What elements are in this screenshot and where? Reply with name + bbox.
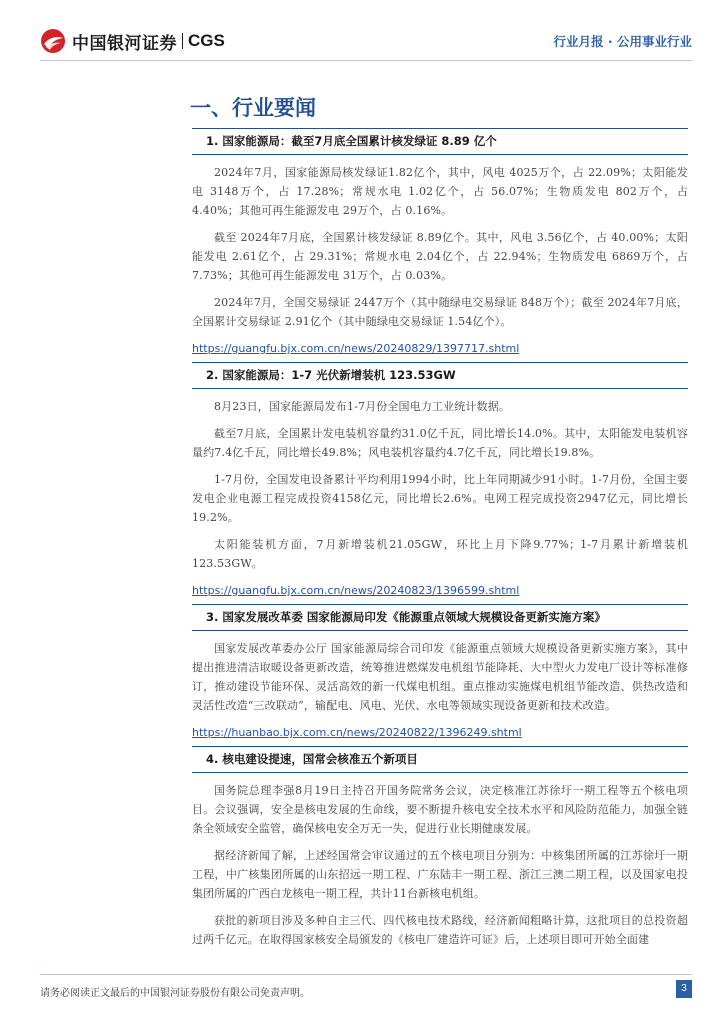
news-paragraph: 截至7月底，全国累计发电装机容量约31.0亿千瓦，同比增长14.0%。其中，太阳能发电装机容量约7.4亿千瓦，同比增长49.8%；风电装机容量约4.7亿千瓦，同比增长19.8%。 <box>192 427 688 459</box>
news-heading: 2. 国家能源局：1-7 光伏新增装机 123.53GW <box>192 362 688 389</box>
page-header <box>0 0 724 82</box>
news-paragraph: 国务院总理李强8月19日主持召开国务院常务会议，决定核准江苏徐圩一期工程等五个核电项目。会议强调，安全是核电发展的生命线，要不断提升核电安全技术水平和风险防范能力，加强全链条全领域安全监管，确保核电安全万无一失，促进行业长期健康发展。 <box>192 784 688 835</box>
footer-divider <box>40 974 692 975</box>
source-link[interactable]: https://guangfu.bjx.com.cn/news/20240829/1397717.shtml <box>192 342 520 355</box>
header-divider <box>40 60 692 61</box>
galaxy-logo-icon <box>40 28 66 54</box>
news-paragraph: 1-7月份，全国发电设备累计平均利用1994小时，比上年同期减少91小时。1-7月份，全国主要发电企业电源工程完成投资4158亿元，同比增长2.6%。电网工程完成投资2947亿元，同比增长19.2%。 <box>192 473 688 524</box>
news-item <box>192 362 688 598</box>
page-number: 3 <box>676 980 692 998</box>
news-paragraph: 2024年7月，国家能源局核发绿证1.82亿个，其中，风电 4025万个，占 22.09%；太阳能发电 3148万个，占 17.28%；常规水电 1.02亿个，占 56.07%；生物质发电 802万个，占 4.40%；其他可再生能源发电 29万个，占 0.16%。 <box>192 166 688 217</box>
news-paragraph: 国家发展改革委办公厅 国家能源局综合司印发《能源重点领域大规模设备更新实施方案》，其中提出推进清洁取暖设备更新改造，统筹推进燃煤发电机组节能降耗、大中型火力发电厂设计等标准修订，推动建设节能环保、灵活高效的新一代煤电机组。重点推动实施煤电机组节能改造、供热改造和灵活性改造“三改联动”，输配电、风电、光伏、水电等领域实现设备更新和技术改造。 <box>192 642 688 712</box>
news-item <box>192 746 688 949</box>
news-paragraph: 2024年7月，全国交易绿证 2447万个（其中随绿电交易绿证 848万个）；截至 2024年7月底，全国累计交易绿证 2.91亿个（其中随绿电交易绿证 1.54亿个）。 <box>192 296 688 328</box>
logo-text-cn: 中国银河证券 <box>72 33 177 54</box>
logo-text-en: CGS <box>188 31 225 50</box>
news-item <box>192 604 688 740</box>
source-link[interactable]: https://guangfu.bjx.com.cn/news/20240823/1396599.shtml <box>192 584 520 597</box>
page-footer <box>40 974 692 1004</box>
logo-separator <box>182 33 183 49</box>
news-content <box>192 128 688 951</box>
news-paragraph: 截至 2024年7月底，全国累计核发绿证 8.89亿个。其中，风电 3.56亿个，占 40.00%；太阳能发电 2.61亿个，占 29.31%；常规水电 2.04亿个，占 22.94%；生物质发电 6869万个，占 7.73%；其他可再生能源发电 31万个，占 0.03%。 <box>192 231 688 282</box>
news-heading: 3. 国家发展改革委 国家能源局印发《能源重点领域大规模设备更新实施方案》 <box>192 604 688 631</box>
news-item <box>192 128 688 356</box>
disclaimer-text: 请务必阅读正文最后的中国银河证券股份有限公司免责声明。 <box>40 988 310 999</box>
news-heading: 1. 国家能源局：截至7月底全国累计核发绿证 8.89 亿个 <box>192 128 688 155</box>
company-logo <box>40 28 225 54</box>
section-title: 一、行业要闻 <box>190 96 316 120</box>
report-type-label: 行业月报 · 公用事业行业 <box>553 34 692 49</box>
news-paragraph: 太阳能装机方面，7月新增装机21.05GW，环比上月下降9.77%；1-7月累计新增装机123.53GW。 <box>192 538 688 570</box>
news-paragraph: 获批的新项目涉及多种自主三代、四代核电技术路线，经济新闻粗略计算，这批项目的总投资超过两千亿元。在取得国家核安全局颁发的《核电厂建造许可证》后，上述项目即可开始全面建 <box>192 914 688 946</box>
news-paragraph: 据经济新闻了解，上述经国常会审议通过的五个核电项目分别为：中核集团所属的江苏徐圩一期工程，中广核集团所属的山东招远一期工程、广东陆丰一期工程、浙江三澳二期工程，以及国家电投集团所属的广西白龙核电一期工程，共计11台新核电机组。 <box>192 849 688 900</box>
news-heading: 4. 核电建设提速，国常会核准五个新项目 <box>192 746 688 773</box>
source-link[interactable]: https://huanbao.bjx.com.cn/news/20240822/1396249.shtml <box>192 726 522 739</box>
news-paragraph: 8月23日，国家能源局发布1-7月份全国电力工业统计数据。 <box>214 400 511 413</box>
